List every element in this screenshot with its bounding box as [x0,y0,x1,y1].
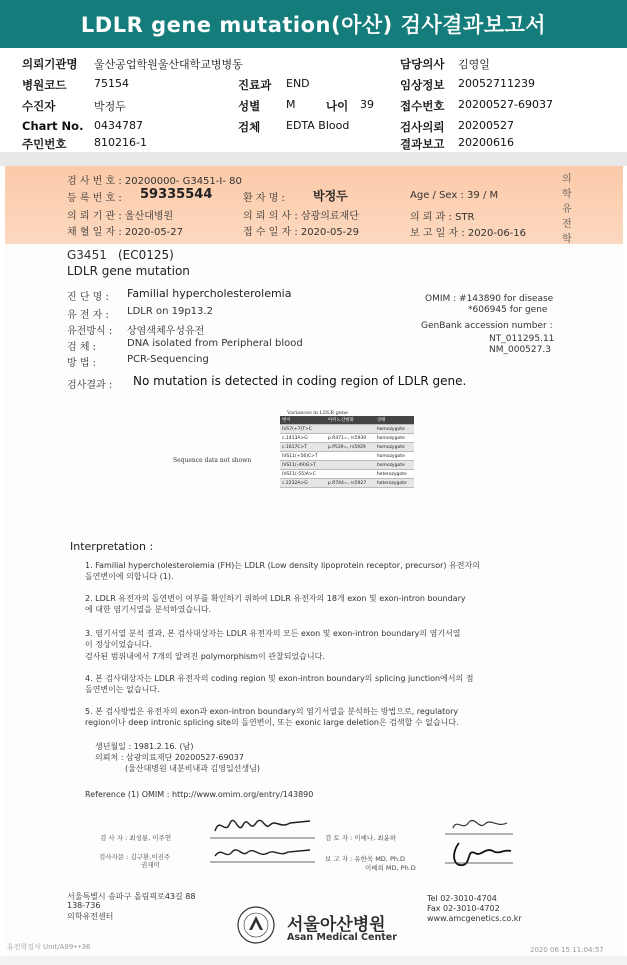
receipt-label: 접수번호 [400,99,445,113]
interp-1a: 1. Familial hypercholesterolemia (FH)는 LDLR (Low density lipoprotein receptor, precursor) 유전자의 [85,561,480,570]
interp-5b: region이나 deep intronic splicing site의 돌연변이, 또는 exonic large deletion은 검색할 수 없습니다. [85,718,459,727]
date-of-birth: 생년월일 : 1981.2.16. (남) [95,742,194,751]
inheritance-label: 유전방식 : [67,326,113,337]
variant-cell: p.R471=, rs5930 [326,434,375,443]
report-title: LDLR gene mutation(아산) 검사결과보고서 [80,13,547,37]
variant-cell: p.P539=, rs5929 [326,443,375,452]
side-text: 의학유전학 [562,174,572,245]
receipt-value: 20200527-69037 [458,98,553,111]
tester-label: 검 사 자 : 최성룡, 이주연 [100,834,172,842]
interp-3a: 3. 염기서열 분석 결과, 본 검사대상자는 LDLR 유전자의 모든 exon 및 exon-intron boundary의 염기서열 [85,629,461,638]
interp-3c: 검사된 범위내에서 7개의 알려진 polymorphism이 관찰되었습니다. [85,652,325,661]
variant-cell: 상태 [375,416,414,425]
variant-row [280,470,414,479]
variant-cell: homozygote [375,434,414,443]
variant-cell [326,452,375,461]
variant-row [280,479,414,488]
variant-row [280,434,414,443]
specimen-value-2: DNA isolated from Peripheral blood [127,338,303,349]
report-date: 보 고 일 자 : 2020-06-16 [410,228,527,239]
responsible-2: 권재미 [141,861,160,869]
responsible-signature [210,840,320,866]
dept-label: 진료과 [238,78,272,92]
chart-label: Chart No. [22,119,84,133]
test-code-2: (EC0125) [118,248,174,262]
dept-value: END [286,77,310,90]
method-value: PCR-Sequencing [127,354,209,365]
reporter-2: 이베희 MD, Ph.D [365,864,416,872]
request-label: 검사의뢰 [400,120,445,134]
hospital-code-value: 75154 [94,77,129,90]
requesting-doctor: 의 뢰 의 사 : 삼광의료재단 [243,211,359,222]
reviewer-signature [445,814,515,838]
inheritance-value: 상염색체우성유전 [127,326,205,337]
interpretation-title: Interpretation : [70,540,154,553]
requester: 의뢰처 : 삼광의료재단 20200527-69037 [95,753,244,762]
requester-2: (울산대병원 내분비내과 김영일선생님) [125,764,260,773]
reviewer-label: 검 토 자 : 이예나, 최윤하 [325,834,397,842]
test-name: LDLR gene mutation [67,264,190,278]
hospital-name: 서울아산병원 [287,915,386,935]
variant-cell: homozygote [375,452,414,461]
gene-value: LDLR on 19p13.2 [127,306,213,317]
variant-cell: p.R744=, rs5927 [326,479,375,488]
tel: Tel 02-3010-4704 [427,894,497,903]
omim-disease: OMIM : #143890 for disease [425,294,554,304]
fax: Fax 02-3010-4702 [427,904,500,913]
variant-cell: c.1413A>G [280,434,326,443]
variant-cell [326,425,375,434]
variant-row [280,425,414,434]
variant-cell: c.2232A>G [280,479,326,488]
interp-4b: 돌연변이는 없습니다. [85,685,160,694]
address-2: 138-736 [67,901,101,910]
specimen-label: 검체 [238,120,261,134]
variants-title: Variances in LDLR gene [287,410,348,416]
clinical-label: 임상정보 [400,78,445,92]
nt-accession: NT_011295.11 [489,334,555,344]
title-bar [0,0,627,48]
scanned-report [5,166,623,956]
reference: Reference (1) OMIM : http://www.omim.org/entry/143890 [85,790,314,799]
ward: 의 뢰 과 : STR [410,212,475,223]
variants-header-row [280,416,414,425]
interp-2a: 2. LDLR 유전자의 돌연변이 여부를 확인하기 위하여 LDLR 유전자의 18개 exon 및 exon-intron boundary [85,594,466,603]
variant-cell: heterozygote [375,470,414,479]
patient-label: 수진자 [22,99,56,113]
requesting-org: 의 뢰 기 관 : 울산대병원 [67,211,174,222]
diagnosis-label: 진 단 명 : [67,292,109,303]
tester-signature [210,811,320,841]
interp-4a: 4. 본 검사대상자는 LDLR 유전자의 coding region 및 exon-intron boundary의 splicing junction에서의 점 [85,674,474,683]
variant-cell: heterozygote [375,479,414,488]
gene-label: 유 전 자 : [67,310,109,321]
result-value: No mutation is detected in coding region of LDLR gene. [133,374,467,388]
website: www.amcgenetics.co.kr [427,914,522,923]
rrn-label: 주민번호 [22,137,67,151]
omim-gene: *606945 for gene [468,305,548,315]
variant-row [280,461,414,470]
variant-cell: 변이 [280,416,326,425]
address-3: 의학유전센터 [67,912,114,921]
report-header [0,48,627,152]
sex-value: M [286,98,296,111]
variant-cell: IVS11(-49)G>T [280,461,326,470]
sex-label: 성별 [238,99,261,113]
report-info-band [5,166,623,244]
footer-right: 2020 06 15 11:04:57 [530,946,604,954]
variant-row [280,443,414,452]
variant-cell: homozygote [375,443,414,452]
variant-cell: IVS7(+7)T>C [280,425,326,434]
clinical-value: 20052711239 [458,77,535,90]
patient-name-label: 환 자 명 : [243,193,285,204]
report-value: 20200616 [458,136,514,149]
variants-table [280,416,414,488]
variant-cell: 아미노산변화 [326,416,375,425]
responsible-label: 검사자문 : 김구환,이진주 [99,853,171,861]
variant-cell: homozygote [375,461,414,470]
interp-5a: 5. 본 검사방법은 유전자의 exon과 exon-intron boundary의 염기서열을 분석하는 방법으로, regulatory [85,707,459,716]
variant-row [280,452,414,461]
rrn-value: 810216-1 [94,136,147,149]
hospital-code-label: 병원코드 [22,78,67,92]
result-label: 검사결과 : [67,380,113,391]
reg-no-value: 59335544 [140,187,213,202]
request-value: 20200527 [458,119,514,132]
variant-cell: homozygote [375,425,414,434]
variant-cell [326,470,375,479]
diagnosis-value: Familial hypercholesterolemia [127,287,292,300]
chart-value: 0434787 [94,119,143,132]
sample-date: 채 혈 일 자 : 2020-05-27 [67,227,184,238]
address-1: 서울특별시 송파구 올림픽로43길 88 [67,892,196,901]
interp-2b: 에 대한 염기서열을 분석하였습니다. [85,605,212,614]
variant-cell [326,461,375,470]
variant-cell: IVS11(+56)C>T [280,452,326,461]
interp-3b: 이 정상이었습니다. [85,640,152,649]
bottom-edge [0,956,627,965]
doctor-label: 담당의사 [400,57,445,71]
reporter-signature [445,839,515,873]
reg-no-label: 등 록 번 호 : [67,193,122,204]
institution-value: 울산공업학원울산대학교병병동 [94,58,243,71]
doctor-value: 김영일 [458,58,490,71]
asan-foundation-logo [237,906,275,944]
patient-value: 박정두 [94,100,126,113]
method-label: 방 법 : [67,358,97,369]
receipt-date: 접 수 일 자 : 2020-05-29 [243,227,360,238]
separator-bar [0,152,627,166]
age-label: 나이 [326,99,349,113]
specimen-label-2: 검 체 : [67,342,97,353]
patient-name-value: 박정두 [313,189,348,203]
specimen-value: EDTA Blood [286,119,350,132]
test-code: G3451 [67,248,107,262]
nm-accession: NM_000527.3 [489,345,551,355]
institution-label: 의뢰기관명 [22,57,78,71]
genbank-label: GenBank accession number : [421,321,553,331]
interp-1b: 돌연변이에 의합니다 (1). [85,572,174,581]
footer-left: 유전학검사 Unit/A99••36 [7,943,91,951]
variant-cell: c.1617C>T [280,443,326,452]
hospital-name-en: Asan Medical Center [287,932,397,943]
report-label: 결과보고 [400,137,445,151]
sequence-not-shown: Sequence data not shown [173,457,252,464]
variant-cell: IVS11(-55)A>C [280,470,326,479]
reporter-label: 보 고 자 : 유한욱 MD, Ph.D [325,855,406,863]
age-value: 39 [360,98,374,111]
test-number: 검 사 번 호 : 20200000- G3451-I- 80 [67,176,242,187]
age-sex: Age / Sex : 39 / M [410,190,499,201]
